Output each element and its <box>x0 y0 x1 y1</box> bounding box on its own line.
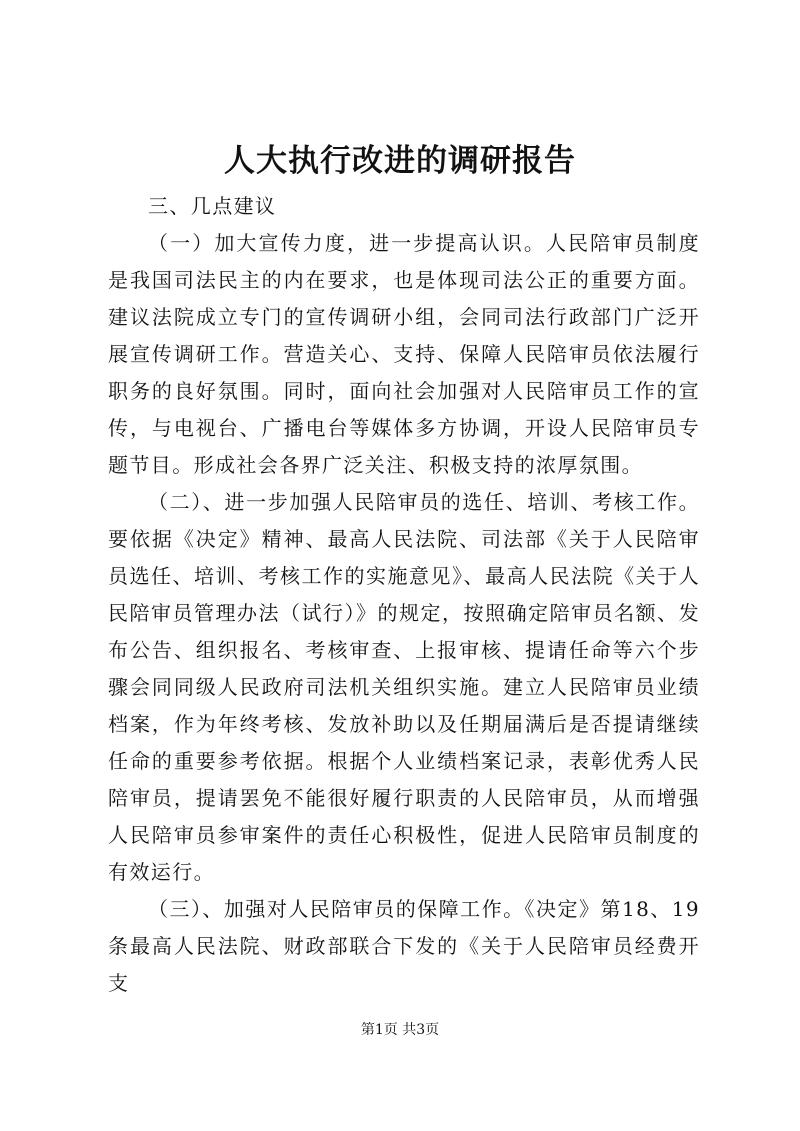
paragraph-3: （三）、加强对人民陪审员的保障工作。《决定》第18、19条最高人民法院、财政部联合下发的《关于人民陪审员经费开支 <box>108 897 700 995</box>
paragraph-2: （二）、进一步加强人民陪审员的选任、培训、考核工作。要依据《决定》精神、最高人民法院、司法部《关于人民陪审员选任、培训、考核工作的实施意见》、最高人民法院《关于人民陪审员管理办法（试行）》的规定，按照确定陪审员名额、发布公告、组织报名、考核审查、上报审核、提请任命等六个步骤会同同级人民政府司法机关组织实施。建立人民陪审员业绩档案，作为年终考核、发放补助以及任期届满后是否提请继续任命的重要参考依据。根据个人业绩档案记录，表彰优秀人民陪审员，提请罢免不能很好履行职责的人民陪审员，从而增强人民陪审员参审案件的责任心积极性，促进人民陪审员制度的有效运行。 <box>108 490 700 884</box>
page-number-label: 第1页 共3页 <box>360 1022 440 1038</box>
document-title: 人大执行改进的调研报告 <box>224 143 576 179</box>
document-body <box>108 188 700 1002</box>
section-heading: 三、几点建议 <box>148 194 277 218</box>
paragraph-1: （一）加大宣传力度，进一步提高认识。人民陪审员制度是我国司法民主的内在要求，也是体现司法公正的重要方面。建议法院成立专门的宣传调研小组，会同司法行政部门广泛开展宣传调研工作。营造关心、支持、保障人民陪审员依法履行职务的良好氛围。同时，面向社会加强对人民陪审员工作的宣传，与电视台、广播电台等媒体多方协调，开设人民陪审员专题节目。形成社会各界广泛关注、积极支持的浓厚氛围。 <box>108 231 700 477</box>
page-footer <box>0 1019 800 1041</box>
